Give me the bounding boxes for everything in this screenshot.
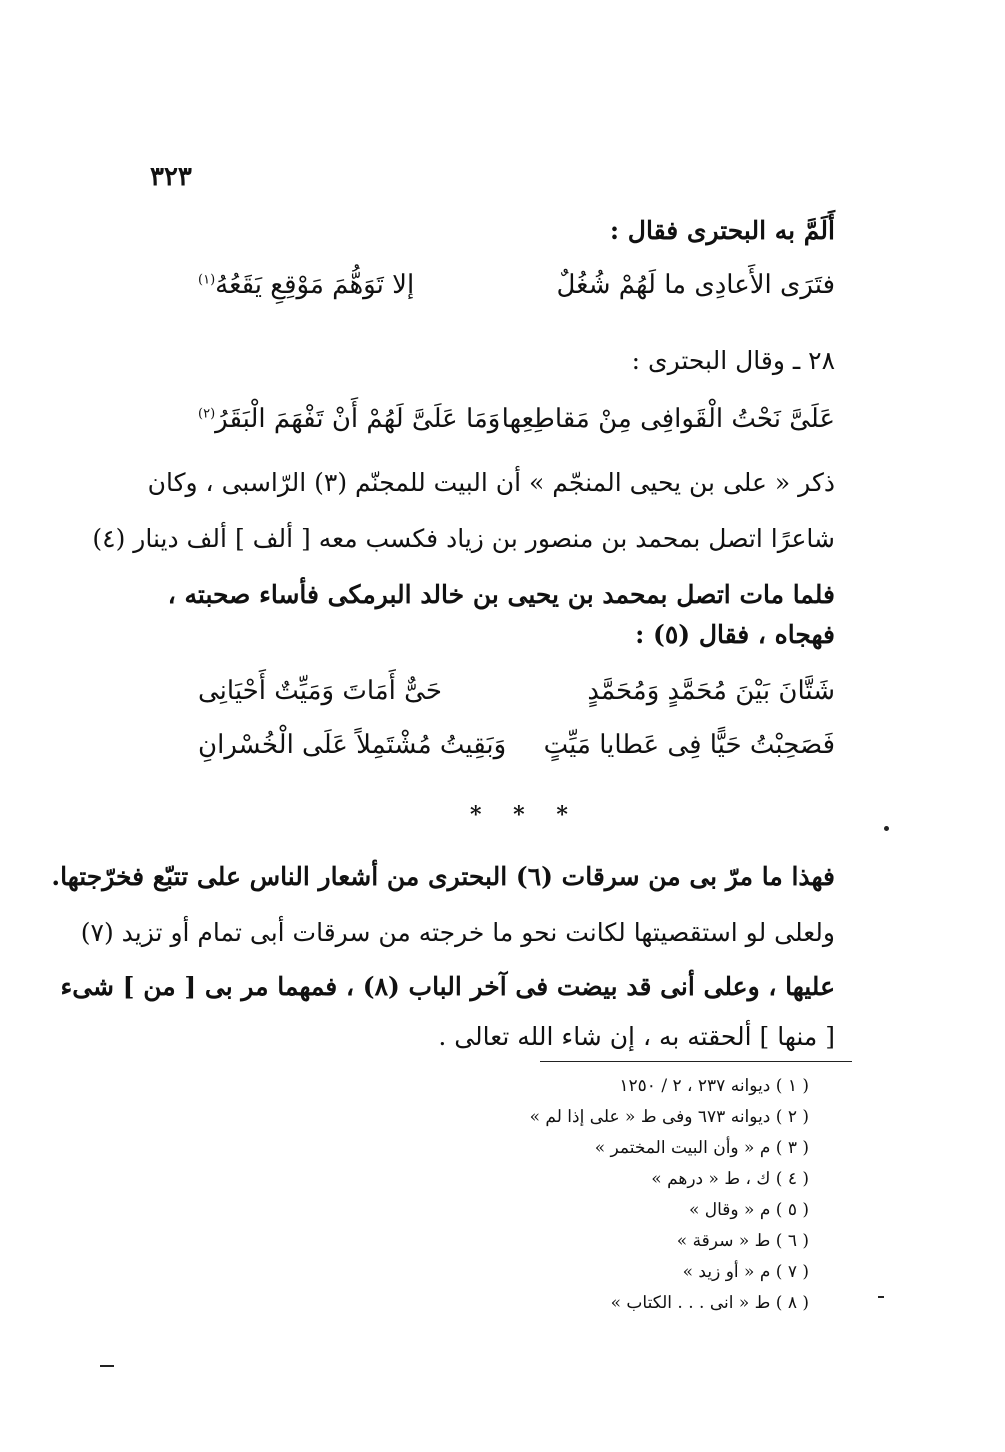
prose-1-line-2: شاعرًا اتصل بمحمد بن منصور بن زياد فكسب معه [ ألف ] ألف دينار (٤)	[92, 524, 835, 553]
verse-3-hemistich-right: شَتَّانَ بَيْنَ مُحَمَّدٍ وَمُحَمَّدٍ	[587, 676, 835, 706]
footnote-5: ( ٥ ) م « وقال »	[688, 1200, 809, 1220]
footnote-4: ( ٤ ) ك ، ط « درهم »	[651, 1169, 809, 1189]
verse-1-hemistich-right: فتَرَى الأَعادِى ما لَهُمْ شُغُلٌ	[556, 270, 835, 300]
prose-1-line-3: فلما مات اتصل بمحمد بن يحيى بن خالد البرمكى فأساء صحبته ،	[167, 580, 835, 609]
footnote-1: ( ١ ) ديوانه ٢٣٧ ، ٢ / ١٢٥٠	[619, 1076, 809, 1096]
ink-speck	[884, 826, 889, 831]
verse-3-hemistich-left: حَىٌّ أَمَاتَ وَمَيِّتٌ أَحْيَانِى	[198, 676, 442, 706]
heading-28: ٢٨ ـ وقال البحترى :	[631, 346, 835, 375]
prose-2-line-2: ولعلى لو استقصيتها لكانت نحو ما خرجته من سرقات أبى تمام أو تزيد (٧)	[80, 918, 835, 947]
verse-2-hemistich-right: عَلَىَّ نَحْتُ الْقَوافِى مِنْ مَقاطِعِها	[501, 404, 835, 434]
intro-line: أَلَمَّ به البحترى فقال :	[609, 216, 835, 245]
footnote-3: ( ٣ ) م « وأن البيت المختمر »	[594, 1138, 809, 1158]
footnote-6: ( ٦ ) ط « سرقة »	[676, 1231, 809, 1251]
verse-4	[198, 730, 835, 760]
verse-4-hemistich-right: فَصَحِبْتُ حَيًّا فِى عَطايا مَيِّتٍ	[543, 730, 835, 760]
scan-mark	[878, 1296, 884, 1298]
section-separator: * * *	[470, 802, 580, 828]
footnote-8: ( ٨ ) ط « انى . . . الكتاب »	[610, 1293, 809, 1313]
page-number: ٣٢٣	[150, 162, 192, 192]
verse-3	[198, 676, 835, 706]
prose-2-line-3: عليها ، وعلى أنى قد بيضت فى آخر الباب (٨) ، فمهما مر بى [ من ] شىء	[60, 972, 835, 1001]
footnote-ref-1: (١)	[198, 272, 216, 288]
prose-2-line-4: [ منها ] ألحقته به ، إن شاء الله تعالى .	[438, 1022, 835, 1051]
verse-1	[198, 270, 835, 300]
prose-1-line-1: ذكر « على بن يحيى المنجّم » أن البيت للمجنّم (٣) الرّاسبى ، وكان	[147, 468, 835, 497]
footnote-7: ( ٧ ) م « أو زيد »	[682, 1262, 809, 1282]
footnote-ref-2: (٢)	[198, 406, 216, 422]
scan-mark	[100, 1365, 114, 1367]
footnote-2: ( ٢ ) ديوانه ٦٧٣ وفى ط « على إذا لم »	[529, 1107, 809, 1127]
verse-2	[198, 404, 835, 434]
prose-1-line-4: فهجاه ، فقال (٥) :	[635, 620, 835, 649]
prose-2-line-1: فهذا ما مرّ بى من سرقات (٦) البحترى من أشعار الناس على تتبّع فخرّجتها.	[51, 862, 835, 891]
footnote-rule	[540, 1061, 852, 1062]
verse-2-hemistich-left: وَمَا عَلَىَّ لَهُمْ أَنْ تَفْهَمَ الْبَقَرُ$^{(٢)}$	[198, 404, 501, 434]
verse-4-hemistich-left: وَبَقِيتُ مُشْتَمِلاً عَلَى الْخُسْرانِ	[198, 730, 507, 760]
verse-1-hemistich-left: إلا تَوَهُّمَ مَوْقِعِ يَقَعُهُ$^{(١)}$	[198, 270, 415, 300]
